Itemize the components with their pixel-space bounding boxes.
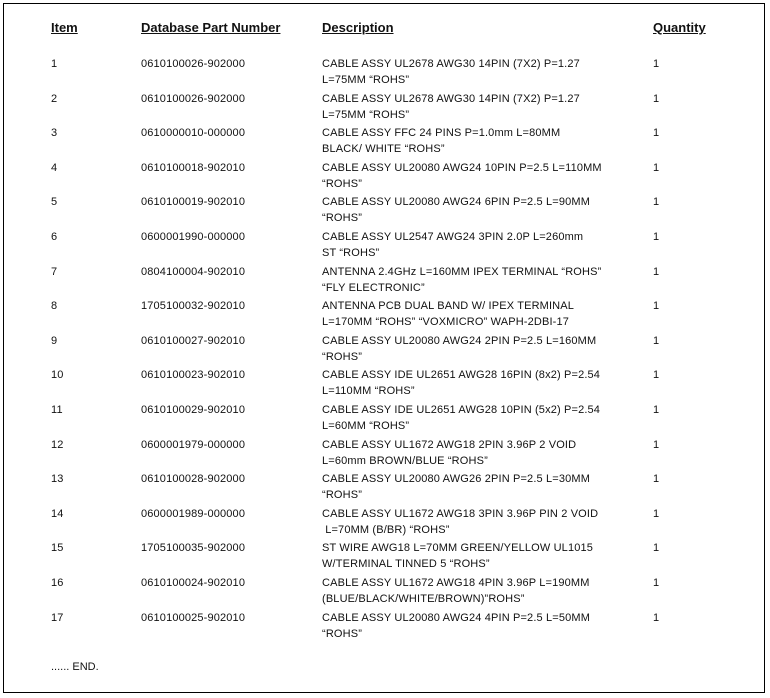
table-row bbox=[4, 367, 764, 402]
document-page bbox=[3, 3, 765, 693]
row-part-number: 0610000010-000000 bbox=[141, 127, 246, 140]
table-row bbox=[4, 125, 764, 160]
row-description: ANTENNA PCB DUAL BAND W/ IPEX TERMINAL L=170MM “ROHS” “VOXMICRO” WAPH-2DBI-17 bbox=[322, 300, 575, 329]
row-description: CABLE ASSY FFC 24 PINS P=1.0mm L=80MM BLACK/ WHITE “ROHS” bbox=[322, 127, 561, 156]
row-part-number: 0610100019-902010 bbox=[141, 196, 246, 209]
row-item-number: 14 bbox=[51, 507, 64, 520]
row-description: CABLE ASSY IDE UL2651 AWG28 10PIN (5x2) P=2.54 L=60MM “ROHS” bbox=[322, 403, 601, 432]
table-row bbox=[4, 229, 764, 264]
row-quantity: 1 bbox=[653, 58, 660, 70]
table-row bbox=[4, 160, 764, 195]
row-item-number: 10 bbox=[51, 369, 64, 382]
row-item-number: 15 bbox=[51, 542, 64, 555]
header-item: Item bbox=[51, 20, 78, 35]
row-item-number: 16 bbox=[51, 576, 64, 589]
row-item-number: 12 bbox=[51, 438, 64, 451]
row-quantity: 1 bbox=[653, 611, 660, 624]
row-description: CABLE ASSY UL2678 AWG30 14PIN (7X2) P=1.27 L=75MM “ROHS” bbox=[322, 92, 580, 121]
table-row bbox=[4, 471, 764, 506]
table-row bbox=[4, 333, 764, 368]
table-row bbox=[4, 56, 764, 91]
parts-table-body bbox=[4, 56, 764, 644]
row-part-number: 0610100026-902000 bbox=[141, 58, 246, 70]
row-part-number: 0610100029-902010 bbox=[141, 403, 246, 416]
row-part-number: 0600001989-000000 bbox=[141, 507, 246, 520]
row-description: CABLE ASSY UL1672 AWG18 3PIN 3.96P PIN 2 VOID L=70MM (B/BR) “ROHS” bbox=[322, 507, 599, 536]
row-quantity: 1 bbox=[653, 127, 660, 140]
table-row bbox=[4, 506, 764, 541]
row-quantity: 1 bbox=[653, 369, 660, 382]
row-description: CABLE ASSY UL1672 AWG18 4PIN 3.96P L=190MM (BLUE/BLACK/WHITE/BROWN)”ROHS” bbox=[322, 576, 590, 605]
row-item-number: 17 bbox=[51, 611, 64, 624]
row-part-number: 0600001979-000000 bbox=[141, 438, 246, 451]
table-row bbox=[4, 575, 764, 610]
row-item-number: 4 bbox=[51, 161, 58, 174]
row-quantity: 1 bbox=[653, 542, 660, 555]
row-description: CABLE ASSY UL20080 AWG24 10PIN P=2.5 L=110MM “ROHS” bbox=[322, 161, 602, 190]
row-part-number: 0600001990-000000 bbox=[141, 230, 246, 243]
table-row bbox=[4, 91, 764, 126]
table-row bbox=[4, 402, 764, 437]
table-row bbox=[4, 437, 764, 472]
header-quantity: Quantity bbox=[653, 20, 706, 35]
row-description: CABLE ASSY UL2678 AWG30 14PIN (7X2) P=1.27 L=75MM “ROHS” bbox=[322, 58, 580, 86]
row-quantity: 1 bbox=[653, 300, 660, 313]
row-item-number: 13 bbox=[51, 473, 64, 486]
row-quantity: 1 bbox=[653, 161, 660, 174]
row-description: CABLE ASSY UL20080 AWG24 4PIN P=2.5 L=50MM “ROHS” bbox=[322, 611, 591, 640]
row-item-number: 6 bbox=[51, 230, 58, 243]
row-quantity: 1 bbox=[653, 403, 660, 416]
row-item-number: 1 bbox=[51, 58, 58, 70]
row-quantity: 1 bbox=[653, 265, 660, 278]
table-row bbox=[4, 194, 764, 229]
row-part-number: 1705100035-902000 bbox=[141, 542, 246, 555]
row-item-number: 8 bbox=[51, 300, 58, 313]
row-description: CABLE ASSY UL2547 AWG24 3PIN 2.0P L=260mm ST “ROHS” bbox=[322, 230, 584, 259]
row-item-number: 9 bbox=[51, 334, 58, 347]
row-description: CABLE ASSY UL20080 AWG26 2PIN P=2.5 L=30MM “ROHS” bbox=[322, 473, 591, 502]
row-item-number: 11 bbox=[51, 403, 63, 416]
row-part-number: 1705100032-902010 bbox=[141, 300, 246, 313]
row-quantity: 1 bbox=[653, 473, 660, 486]
row-quantity: 1 bbox=[653, 576, 660, 589]
end-marker: ...... END. bbox=[51, 661, 99, 673]
row-part-number: 0610100018-902010 bbox=[141, 161, 246, 174]
row-part-number: 0610100027-902010 bbox=[141, 334, 246, 347]
row-item-number: 5 bbox=[51, 196, 58, 209]
row-description: CABLE ASSY UL20080 AWG24 6PIN P=2.5 L=90MM “ROHS” bbox=[322, 196, 591, 225]
row-quantity: 1 bbox=[653, 334, 660, 347]
row-item-number: 7 bbox=[51, 265, 58, 278]
table-row bbox=[4, 264, 764, 299]
table-row bbox=[4, 610, 764, 645]
row-part-number: 0610100025-902010 bbox=[141, 611, 246, 624]
row-quantity: 1 bbox=[653, 92, 660, 105]
row-quantity: 1 bbox=[653, 438, 660, 451]
row-quantity: 1 bbox=[653, 507, 660, 520]
row-description: CABLE ASSY UL1672 AWG18 2PIN 3.96P 2 VOID L=60mm BROWN/BLUE “ROHS” bbox=[322, 438, 577, 467]
row-part-number: 0610100023-902010 bbox=[141, 369, 246, 382]
row-quantity: 1 bbox=[653, 230, 660, 243]
header-description: Description bbox=[322, 20, 394, 35]
row-part-number: 0804100004-902010 bbox=[141, 265, 246, 278]
row-part-number: 0610100026-902000 bbox=[141, 92, 246, 105]
row-item-number: 3 bbox=[51, 127, 58, 140]
row-part-number: 0610100024-902010 bbox=[141, 576, 246, 589]
row-description: ANTENNA 2.4GHz L=160MM IPEX TERMINAL “ROHS” “FLY ELECTRONIC” bbox=[322, 265, 602, 294]
row-part-number: 0610100028-902000 bbox=[141, 473, 246, 486]
row-description: CABLE ASSY UL20080 AWG24 2PIN P=2.5 L=160MM “ROHS” bbox=[322, 334, 597, 363]
row-description: CABLE ASSY IDE UL2651 AWG28 16PIN (8x2) P=2.54 L=110MM “ROHS” bbox=[322, 369, 601, 398]
table-row bbox=[4, 540, 764, 575]
header-part-number: Database Part Number bbox=[141, 20, 281, 35]
table-row bbox=[4, 298, 764, 333]
row-description: ST WIRE AWG18 L=70MM GREEN/YELLOW UL1015 W/TERMINAL TINNED 5 “ROHS” bbox=[322, 542, 594, 571]
row-item-number: 2 bbox=[51, 92, 58, 105]
row-quantity: 1 bbox=[653, 196, 660, 209]
